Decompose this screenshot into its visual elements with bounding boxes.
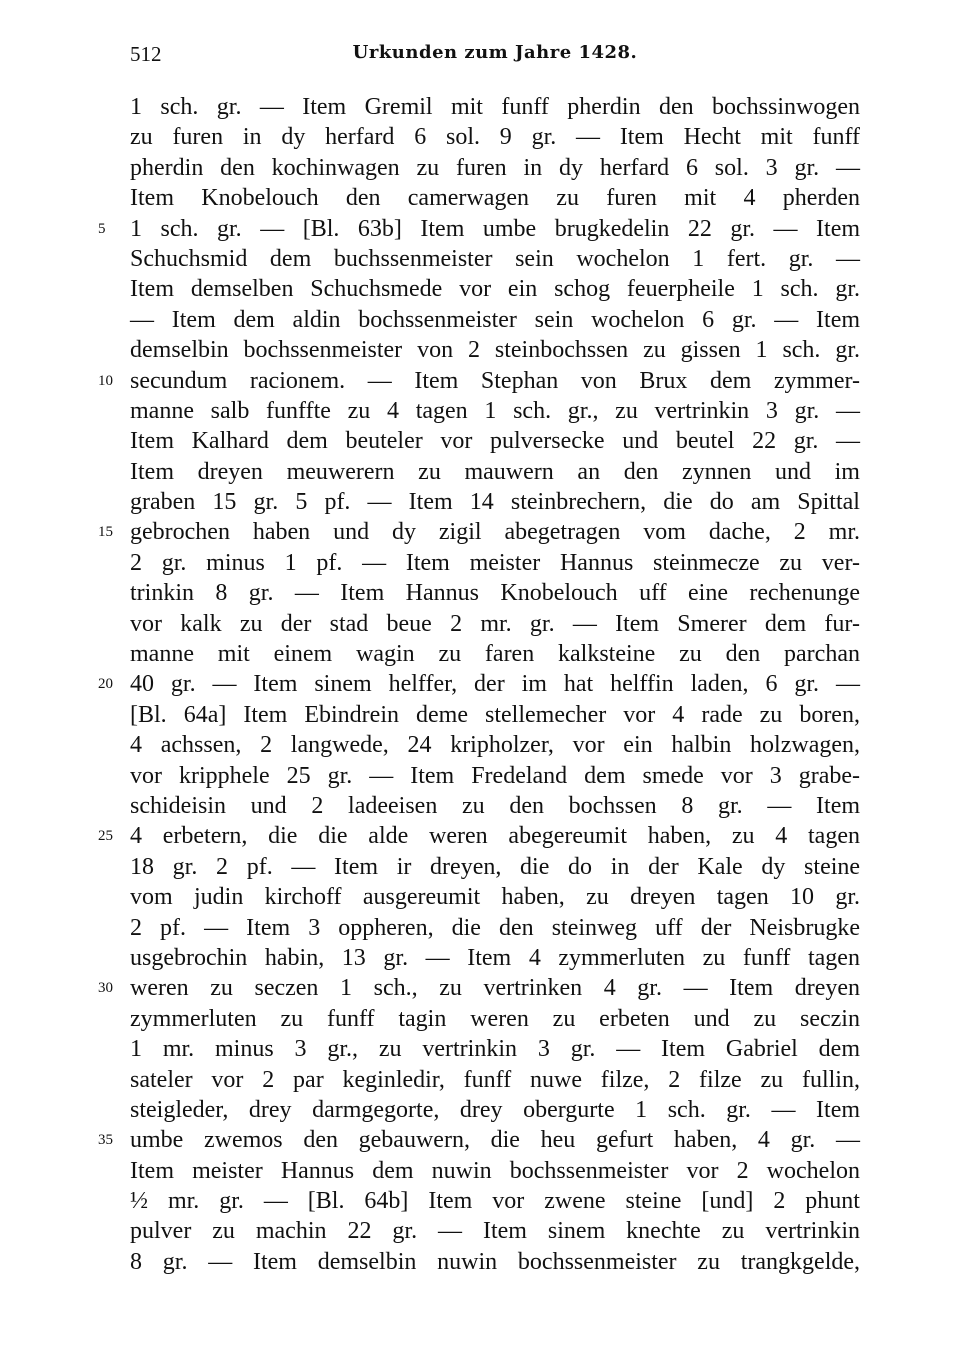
- text-line: [130, 1095, 860, 1125]
- line-text: vor kalk zu der stad beue 2 mr. gr. — Item Smerer dem fur-: [130, 610, 860, 637]
- text-line: [130, 487, 860, 517]
- line-text: 8 gr. — Item demselbin nuwin bochssenmeister zu trangkgelde,: [130, 1248, 861, 1275]
- line-text: 2 pf. — Item 3 oppheren, die den steinweg uff der Neisbrugke: [130, 914, 861, 941]
- text-line: [98, 1125, 860, 1155]
- line-number: 35: [98, 1132, 113, 1149]
- text-line: [130, 1186, 860, 1216]
- line-number: 10: [98, 372, 113, 389]
- line-text: gebrochen haben und dy zigil abegetragen vom dache, 2 mr.: [130, 519, 860, 546]
- text-line: [130, 791, 860, 821]
- line-text: Item meister Hannus dem nuwin bochssenmeister vor 2 wochelon: [130, 1157, 860, 1184]
- line-text: Item Kalhard dem beuteler vor pulversecke und beutel 22 gr. —: [130, 428, 860, 455]
- line-text: 40 gr. — Item sinem helffer, der im hat helffin laden, 6 gr. —: [130, 671, 860, 698]
- line-number: 5: [98, 220, 106, 237]
- text-line: [130, 1065, 860, 1095]
- text-line: [98, 366, 861, 396]
- text-line: [130, 274, 860, 304]
- line-text: schideisin und 2 ladeeisen zu den bochssen 8 gr. — Item: [130, 792, 861, 819]
- text-line: [130, 1004, 860, 1034]
- line-text: 1 sch. gr. — Item Gremil mit funff pherdin den bochssinwogen: [130, 94, 861, 120]
- text-line: [98, 669, 860, 699]
- text-line: [130, 396, 860, 426]
- line-number: 15: [98, 524, 113, 541]
- line-text: zu furen in dy herfard 6 sol. 9 gr. — Item Hecht mit funff: [130, 124, 861, 151]
- line-text: manne mit einem wagin zu faren kalksteine zu den parchan: [130, 641, 860, 668]
- line-number: 20: [98, 676, 113, 693]
- line-text: pherdin den kochinwagen zu furen in dy herfard 6 sol. 3 gr. —: [130, 154, 861, 181]
- text-line: [130, 457, 860, 487]
- line-text: 2 gr. minus 1 pf. — Item meister Hannus steinmecze zu ver-: [130, 549, 860, 576]
- line-text: umbe zwemos den gebauwern, die heu gefurt haben, 4 gr. —: [130, 1127, 860, 1154]
- text-line: [130, 1034, 860, 1064]
- text-line: [130, 183, 860, 213]
- line-text: 4 achssen, 2 langwede, 24 kripholzer, vor ein halbin holzwagen,: [130, 732, 860, 759]
- text-line: [130, 92, 860, 122]
- line-text: demselbin bochssenmeister von 2 steinbochssen zu gissen 1 sch. gr.: [130, 337, 860, 364]
- line-text: manne salb funffte zu 4 tagen 1 sch. gr., zu vertrinkin 3 gr. —: [130, 397, 860, 424]
- line-text: usgebrochin habin, 13 gr. — Item 4 zymmerluten zu funff tagen: [130, 944, 860, 971]
- line-number: 25: [98, 828, 113, 845]
- line-text: Item demselben Schuchsmede vor ein schog feuerpheile 1 sch. gr.: [130, 276, 861, 303]
- running-title: Urkunden zum Jahre 1428.: [352, 42, 638, 63]
- text-line: [130, 1156, 860, 1186]
- line-text: sateler vor 2 par keginledir, funff nuwe filze, 2 filze zu fullin,: [130, 1066, 860, 1093]
- line-text: Item Knobelouch den camerwagen zu furen mit 4 pherden: [130, 185, 861, 212]
- text-line: [130, 426, 860, 456]
- text-line: [130, 305, 860, 335]
- page-number: 512: [130, 42, 162, 66]
- line-text: zymmerluten zu funff tagin weren zu erbeten und zu seczin: [130, 1005, 860, 1032]
- text-line: [130, 943, 860, 973]
- text-line: [98, 973, 861, 1003]
- line-text: 18 gr. 2 pf. — Item ir dreyen, die do in der Kale dy steine: [130, 853, 861, 880]
- page-header: [130, 42, 860, 72]
- line-text: weren zu seczen 1 sch., zu vertrinken 4 gr. — Item dreyen: [130, 975, 861, 1002]
- line-text: vom judin kirchoff ausgereumit haben, zu dreyen tagen 10 gr.: [130, 884, 861, 911]
- text-line: [130, 730, 860, 760]
- line-text: [Bl. 64a] Item Ebindrein deme stellemecher vor 4 rade zu boren,: [130, 701, 860, 728]
- text-line: [130, 122, 860, 152]
- line-text: graben 15 gr. 5 pf. — Item 14 steinbrechern, die do am Spittal: [130, 489, 860, 516]
- text-line: [130, 335, 860, 365]
- text-line: [130, 913, 860, 943]
- line-text: trinkin 8 gr. — Item Hannus Knobelouch uff eine rechenunge: [130, 580, 860, 607]
- line-text: vor kripphele 25 gr. — Item Fredeland dem smede vor 3 grabe-: [130, 762, 861, 789]
- line-text: 4 erbetern, die die alde weren abegereumit haben, zu 4 tagen: [130, 823, 860, 850]
- line-text: secundum racionem. — Item Stephan von Brux dem zymmer-: [130, 367, 861, 394]
- text-line: [130, 609, 860, 639]
- text-line: [98, 214, 861, 244]
- text-line: [130, 548, 860, 578]
- line-text: 1 mr. minus 3 gr., zu vertrinkin 3 gr. — Item Gabriel dem: [130, 1036, 860, 1063]
- document-body: [98, 92, 861, 1277]
- text-line: [130, 153, 860, 183]
- text-line: [130, 639, 860, 669]
- text-line: [130, 1247, 860, 1277]
- line-number: 30: [98, 980, 113, 997]
- line-text: ½ mr. gr. — [Bl. 64b] Item vor zwene steine [und] 2 phunt: [130, 1188, 860, 1215]
- text-line: [130, 700, 860, 730]
- text-line: [98, 821, 860, 851]
- line-text: 1 sch. gr. — [Bl. 63b] Item umbe brugkedelin 22 gr. — Item: [130, 215, 861, 242]
- text-line: [130, 578, 860, 608]
- line-text: pulver zu machin 22 gr. — Item sinem knechte zu vertrinkin: [130, 1218, 860, 1245]
- line-text: — Item dem aldin bochssenmeister sein wochelon 6 gr. — Item: [130, 306, 861, 333]
- line-text: Item dreyen meuwerern zu mauwern an den zynnen und im: [130, 458, 860, 485]
- text-line: [130, 1216, 860, 1246]
- text-line: [130, 882, 860, 912]
- line-text: steigleder, drey darmgegorte, drey obergurte 1 sch. gr. — Item: [130, 1096, 861, 1123]
- text-line: [130, 761, 860, 791]
- text-line: [130, 244, 860, 274]
- text-line: [98, 517, 860, 547]
- text-line: [130, 852, 860, 882]
- line-text: Schuchsmid dem buchssenmeister sein wochelon 1 fert. gr. —: [130, 245, 861, 272]
